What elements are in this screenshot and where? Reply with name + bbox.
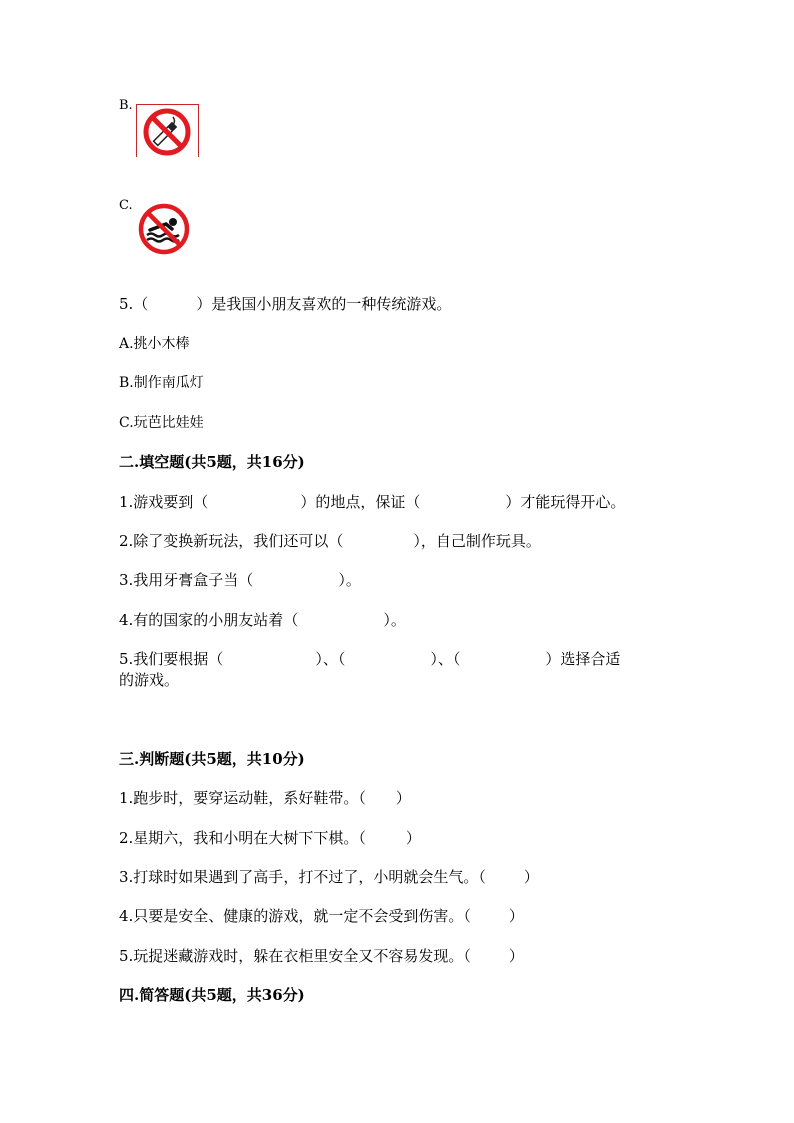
option-c-label: C. — [119, 198, 133, 213]
judge-4-text: 4.只要是安全、健康的游戏，就一定不会受到伤害。（ — [119, 907, 471, 925]
fill-item-5-continued: 的游戏。 — [119, 671, 180, 689]
judge-item-4 — [119, 906, 524, 926]
fill-5-b: ）、（ — [315, 650, 346, 668]
judge-item-1 — [119, 788, 411, 808]
judge-item-3 — [119, 867, 539, 887]
section-3-title: 三.判断题(共5题，共10分) — [119, 750, 305, 768]
fill-1-b: ）的地点，保证（ — [300, 493, 421, 511]
judge-5-text: 5.玩捉迷藏游戏时，躲在衣柜里安全又不容易发现。（ — [119, 947, 471, 965]
fill-1-c: ）才能玩得开心。 — [505, 493, 626, 511]
fill-item-4 — [119, 610, 406, 630]
fill-5-c: ）、（ — [430, 650, 461, 668]
section-4-title: 四.简答题(共5题，共36分) — [119, 986, 305, 1004]
fill-item-2 — [119, 531, 541, 551]
fill-item-3 — [119, 570, 361, 590]
fill-5-d: ）选择合适 — [545, 650, 621, 668]
judge-3-text: 3.打球时如果遇到了高手，打不过了，小明就会生气。（ — [119, 868, 486, 886]
judge-2-close: ） — [405, 829, 421, 847]
fill-item-5 — [119, 649, 620, 669]
option-b-label: B. — [119, 98, 133, 113]
question-5-stem — [119, 294, 451, 314]
fill-3-a: 3.我用牙膏盒子当（ — [119, 571, 254, 589]
q5-option-a[interactable]: A.挑小木棒 — [119, 336, 190, 352]
q5-prefix: 5.（ — [119, 295, 149, 313]
judge-1-close: ） — [395, 789, 411, 807]
judge-item-2 — [119, 828, 421, 848]
judge-1-text: 1.跑步时，要穿运动鞋，系好鞋带。（ — [119, 789, 366, 807]
judge-4-close: ） — [508, 907, 524, 925]
fill-2-b: ），自己制作玩具。 — [413, 532, 541, 550]
fill-3-b: ）。 — [338, 571, 361, 589]
judge-2-text: 2.星期六，我和小明在大树下下棋。（ — [119, 829, 366, 847]
fill-5-a: 5.我们要根据（ — [119, 650, 224, 668]
fill-2-a: 2.除了变换新玩法，我们还可以（ — [119, 532, 344, 550]
q5-suffix: ）是我国小朋友喜欢的一种传统游戏。 — [196, 295, 452, 313]
section-2-title: 二.填空题(共5题，共16分) — [119, 453, 305, 471]
q5-option-b[interactable]: B.制作南瓜灯 — [119, 375, 204, 391]
judge-item-5 — [119, 946, 524, 966]
fill-item-1 — [119, 492, 625, 512]
fill-1-a: 1.游戏要到（ — [119, 493, 209, 511]
judge-3-close: ） — [523, 868, 539, 886]
fill-4-b: ）。 — [383, 611, 406, 629]
fill-4-a: 4.有的国家的小朋友站着（ — [119, 611, 299, 629]
judge-5-close: ） — [508, 947, 524, 965]
no-smoking-icon — [136, 104, 199, 157]
no-swimming-icon — [136, 202, 194, 256]
q5-option-c[interactable]: C.玩芭比娃娃 — [119, 415, 204, 431]
